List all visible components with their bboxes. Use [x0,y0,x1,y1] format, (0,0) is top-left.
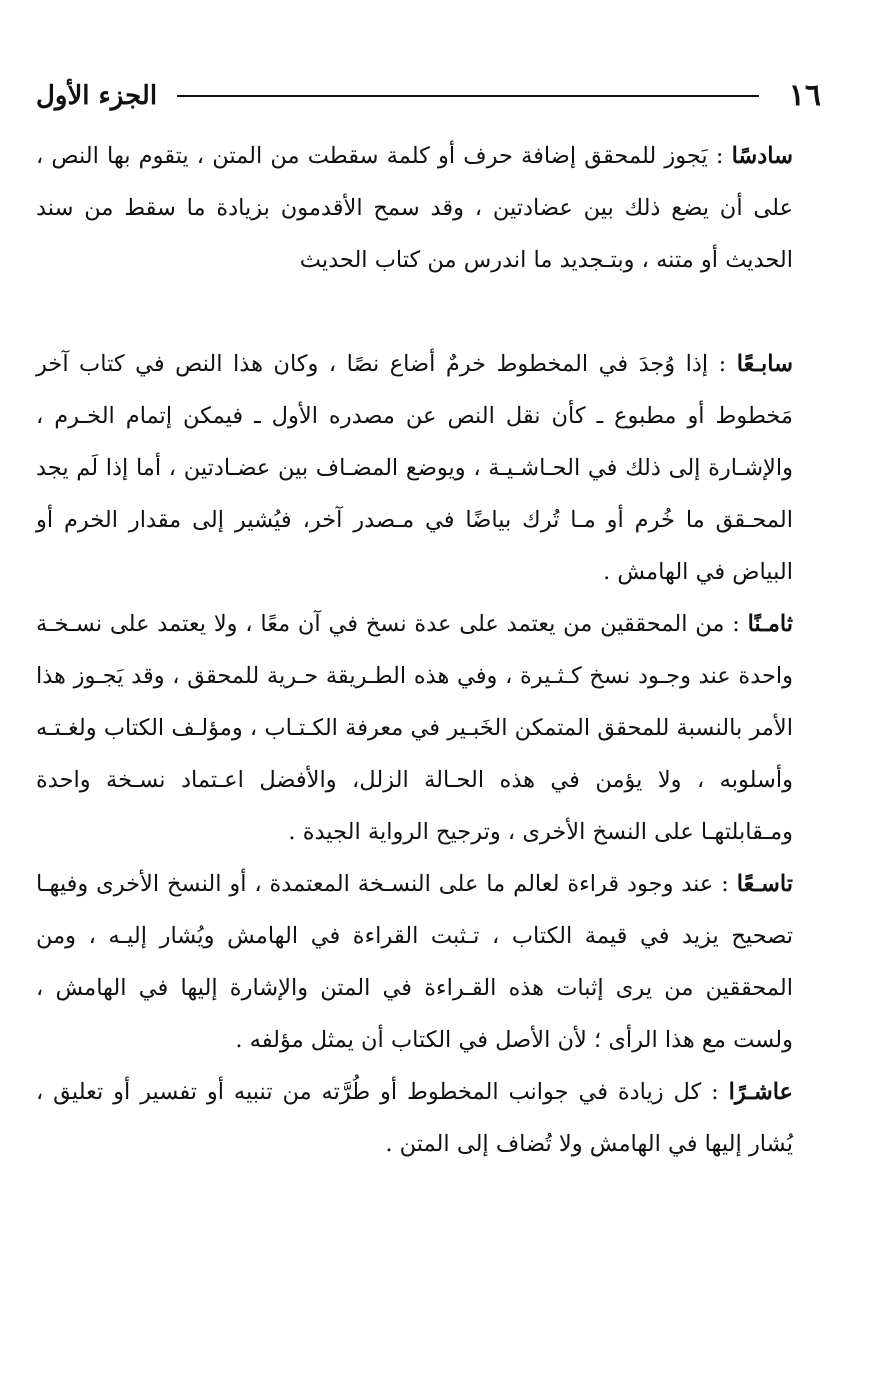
paragraph-ordinal: ثامـنًا [747,611,793,637]
paragraph-seventh [36,338,793,598]
page-header [36,76,821,116]
paragraph-eighth [36,598,793,858]
paragraph-text: : عند وجود قراءة لعالم ما على النسـخة المعتمدة ، أو النسخ الأخرى وفيهـا تصحيح يزيد في قيمة الكتاب ، تـثبت القراءة في الهامش ويُشار إليـه ، ومن المحققين من يرى إثبات هذه القـراءة في المتن والإشارة إليها في الهامش ، ولست مع هذا الرأى ؛ لأن الأصل في الكتاب أن يمثل مؤلفه . [36,871,793,1053]
page-body [36,130,793,1170]
header-rule [177,95,759,97]
paragraph-ordinal: عاشـرًا [728,1079,793,1105]
paragraph-ordinal: سابـعًا [736,351,793,377]
paragraph-tenth [36,1066,793,1170]
page-number: ١٦ [788,78,821,113]
paragraph-ninth [36,858,793,1066]
paragraph-ordinal: تاسـعًا [736,871,793,897]
paragraph-ordinal: سادسًا [731,143,793,169]
paragraph-text: : يَجوز للمحقق إضافة حرف أو كلمة سقطت من المتن ، يتقوم بها النص ، على أن يضع ذلك بين عضادتين ، وقد سمح الأقدمون بزيادة ما سقط من سند الحديث أو متنه ، وبتـجديد ما اندرس من كتاب الحديث [36,143,793,273]
paragraph-text: : من المحققين من يعتمد على عدة نسخ في آن معًا ، ولا يعتمد على نسـخـة واحدة عند وجـود نسخ كـثـيرة ، وفي هذه الطـريقة حـرية للمحقق ، وقد يَجـوز هذا الأمر بالنسبة للمحقق المتمكن الخَبـير في معرفة الكـتـاب ، ومؤلـف الكتاب ولغـتـه وأسلوبه ، ولا يؤمن في هذه الحـالة الزلل، والأفضل اعـتماد نسـخة واحدة ومـقابلتهـا على النسخ الأخرى ، وترجيح الرواية الجيدة . [36,611,793,845]
running-title: الجزء الأول [36,81,158,111]
paragraph-text: : كل زيادة في جوانب المخطوط أو طُرَّته من تنبيه أو تفسير أو تعليق ، يُشار إليها في الهامش ولا تُضاف إلى المتن . [36,1079,793,1157]
paragraph-text: : إذا وُجدَ في المخطوط خرمٌ أضاع نصًا ، وكان هذا النص في كتاب آخر مَخطوط أو مطبوع ـ كأن نقل النص عن مصدره الأول ـ فيمكن إتمام الخـرم ، والإشـارة إلى ذلك في الحـاشـيـة ، ويوضع المضـاف بين عضـادتين ، أما إذا لَم يجد المحـقق ما خُرم أو مـا تُرك بياضًا في مـصدر آخر، فيُشير إلى مقدار الخرم أو البياض في الهامش . [36,351,793,585]
paragraph-sixth [36,130,793,286]
